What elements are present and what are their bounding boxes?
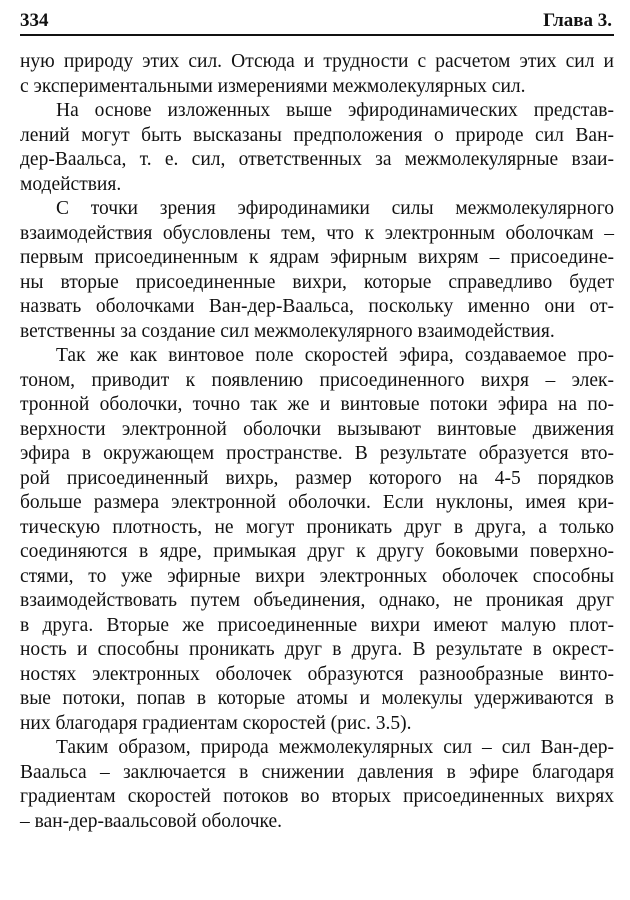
text-line: На основе изложенных выше эфиродинамических представ- bbox=[56, 100, 614, 121]
text-line: Ваальса – заключается в снижении давления в эфире благодаря bbox=[20, 761, 614, 783]
chapter-running-head: Глава 3. bbox=[543, 10, 612, 31]
page-header bbox=[20, 10, 614, 36]
text-line: соединяются в ядре, примыкая друг к другу боковыми поверхно- bbox=[20, 541, 614, 562]
text-line: дер-Ваальса, т. е. сил, ответственных за межмолекулярные взаи- bbox=[20, 149, 614, 170]
text-line: Таким образом, природа межмолекулярных сил – сил Ван-дер- bbox=[56, 737, 614, 758]
text-line: ность и способны проникать друг в друга. В результате в окрест- bbox=[20, 639, 614, 660]
text-line: тронной оболочки, точно так же и винтовые потоки эфира на по- bbox=[20, 394, 614, 415]
text-line: первым присоединенным к ядрам эфирным вихрям – присоедине- bbox=[20, 247, 614, 268]
text-line: стями, то уже эфирные вихри электронных оболочек способны bbox=[20, 565, 614, 587]
body-text bbox=[20, 50, 614, 834]
text-line: ветственны за создание сил межмолекулярного взаимодействия. bbox=[20, 320, 555, 342]
text-line: – ван-дер-ваальсовой оболочке. bbox=[20, 810, 283, 832]
text-line: тоном, приводит к появлению присоединенного вихря – элек- bbox=[20, 369, 614, 391]
text-line: вые потоки, попав в которые атомы и молекулы удерживаются в bbox=[20, 688, 614, 709]
text-line: лений могут быть высказаны предположения о природе сил Ван- bbox=[20, 124, 614, 146]
text-line: градиентам скоростей потоков во вторых присоединенных вихрях bbox=[20, 786, 614, 807]
text-line: них благодаря градиентам скоростей (рис. 3.5). bbox=[20, 712, 412, 734]
text-line: Так же как винтовое поле скоростей эфира, создаваемое про- bbox=[56, 345, 614, 366]
text-line: взаимодействия обусловлены тем, что к электронным оболочкам – bbox=[20, 222, 614, 244]
text-line: эфира в окружающем пространстве. В результате образуется вто- bbox=[20, 443, 614, 464]
page-number: 334 bbox=[20, 10, 49, 31]
text-line: больше размера электронной оболочки. Если нуклоны, имея кри- bbox=[20, 492, 614, 513]
text-line: рой присоединенный вихрь, размер которого на 4-5 порядков bbox=[20, 467, 614, 489]
text-line: в друга. Вторые же присоединенные вихри имеют малую плот- bbox=[20, 614, 614, 636]
text-line: взаимодействовать путем объединения, однако, не проникая друг bbox=[20, 590, 614, 611]
text-line: ную природу этих сил. Отсюда и трудности с расчетом этих сил и bbox=[20, 51, 614, 72]
text-line: назвать оболочками Ван-дер-Ваальса, поскольку именно они от- bbox=[20, 296, 614, 317]
text-line: верхности электронной оболочки вызывают винтовые движения bbox=[20, 418, 614, 440]
text-line: модействия. bbox=[20, 173, 122, 195]
text-line: ностях электронных оболочек образуются разнообразные винто- bbox=[20, 663, 614, 685]
text-line: ны вторые присоединенные вихри, которые справедливо будет bbox=[20, 271, 614, 293]
text-line: с экспериментальными измерениями межмолекулярных сил. bbox=[20, 75, 526, 97]
text-line: С точки зрения эфиродинамики силы межмолекулярного bbox=[56, 198, 614, 219]
text-line: тическую плотность, не могут проникать друг в друга, а только bbox=[20, 516, 614, 538]
